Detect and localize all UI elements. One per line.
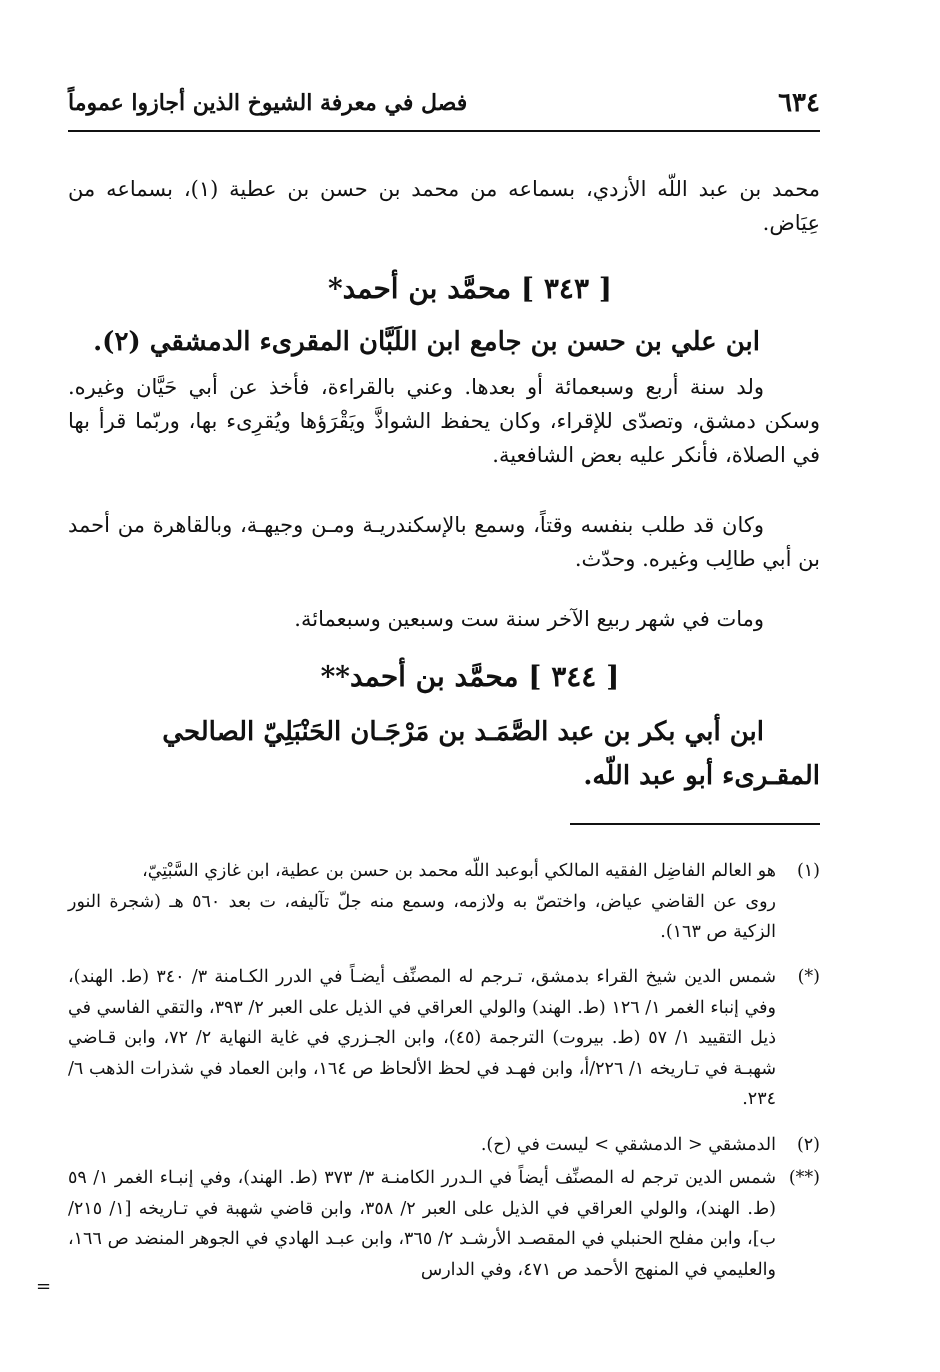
footnote-2 bbox=[68, 1130, 820, 1161]
footnote-rule bbox=[570, 823, 820, 825]
running-title: فصل في معرفة الشيوخ الذين أجازوا عموماً bbox=[68, 90, 468, 116]
entry-344-heading: [ ٣٤٤ ] محمَّد بن أحمد** bbox=[320, 660, 620, 693]
intro-paragraph: محمد بن عبد اللّه الأزدي، بسماعه من محمد بن حسن بن عطية (١)، بسماعه من عِيَاض. bbox=[68, 177, 820, 235]
footnote-1 bbox=[68, 856, 820, 948]
footnote-1-line1: هو العالم الفاضِل الفقيه المالكي أبوعبد اللّه محمد بن حسن بن عطية، ابن غازي السَّبْتِيّ، bbox=[142, 861, 776, 881]
footnote-double-star-marker: (**) bbox=[788, 1168, 820, 1188]
entry-344-name: ابن أبي بكر بن عبد الصَّمَـد بن مَرْجَـان الحَنْبَلِيّ الصالحي المقـرىء أبو عبد اللّه. bbox=[162, 717, 820, 791]
footnote-star-text: شمس الدين شيخ القراء بدمشق، تـرجم له المصنِّف أيضـاً في الدرر الكـامنة ٣/ ٣٤٠ (ط. الهند)، وفي إنباء الغمر ١/ ١٢٦ (ط. الهند) والولي العراقي في الذيل على العبر ٢/ ٣٩٣، والتقي الفاسي في ذيل التقييد ١/ ٥٧ (ط. بيروت) الترجمة (٤٥)، وابن الجـزري في غاية النهاية ٢/ ٧٢، وابن قـاضي شهبـة في تـاريخه ١/ ٢٢٦/أ، وابن فهـد في لحظ الألحاظ ص ١٦٤، وابن العماد في شذرات الذهب ٦/ ٢٣٤. bbox=[68, 967, 777, 1109]
footnote-1-rest: روى عن القاضي عياض، واختصّ به ولازمه، وسمع منه جلّ تآليفه، ت بعد ٥٦٠ هـ (شجرة النور الزكية ص ١٦٣). bbox=[68, 891, 776, 942]
entry-343-name: ابن علي بن حسن بن جامع ابن اللَبَّان المقرىء الدمشقي (٢). bbox=[93, 327, 760, 357]
entry-343-paragraph-2: وكان قد طلب بنفسه وقتاً، وسمع بالإسكندريـة ومـن وجيهـة، وبالقاهرة من أحمد بن أبي طالِب وغيره. وحدّث. bbox=[68, 513, 820, 571]
page-header bbox=[68, 82, 820, 122]
footnote-star-marker: (*) bbox=[797, 967, 820, 987]
page-number: ٦٣٤ bbox=[778, 88, 820, 118]
footnote-1-marker: (١) bbox=[796, 861, 820, 881]
continuation-mark: = bbox=[36, 1276, 52, 1297]
entry-343-paragraph-1: ولد سنة أربع وسبعمائة أو بعدها. وعني بالقراءة، فأخذ عن أبي حَيَّان وغيره. وسكن دمشق، وتصدّى للإقراء، وكان يحفظ الشواذَّ ويَقْرَؤها ويُقرِىء بها، وربّما قرأ بها في الصلاة، فأنكر عليه بعض الشافعية. bbox=[68, 375, 820, 467]
footnote-2-marker: (٢) bbox=[796, 1135, 820, 1155]
header-rule bbox=[68, 130, 820, 132]
footnote-double-star bbox=[68, 1163, 820, 1285]
footnote-2-text: الدمشقي < الدمشقي > ليست في (ح). bbox=[480, 1135, 776, 1155]
footnote-double-star-text: شمس الدين ترجم له المصنِّف أيضاً في الـدرر الكامنـة ٣/ ٣٧٣ (ط. الهند)، وفي إنبـاء الغمر ١/ ٥٩ (ط. الهند)، والولي العراقي في الذيل على العبر ٢/ ٣٥٨، وابن قاضي شهبة في تـاريخه [١/ ٢١٥/ب]، وابن مفلح الحنبلي في المقصـد الأرشـد ٢/ ٣٦٥، وابن عبـد الهادي في الجوهر المنضد ص ١٦٦، والعليمي في المنهج الأحمد ص ٤٧١، وفي الدارس bbox=[68, 1168, 777, 1280]
footnote-star bbox=[68, 962, 820, 1115]
entry-343-heading: [ ٣٤٣ ] محمَّد بن أحمد* bbox=[327, 272, 613, 305]
entry-343-paragraph-3: ومات في شهر ربيع الآخر سنة ست وسبعين وسبعمائة. bbox=[294, 607, 764, 631]
